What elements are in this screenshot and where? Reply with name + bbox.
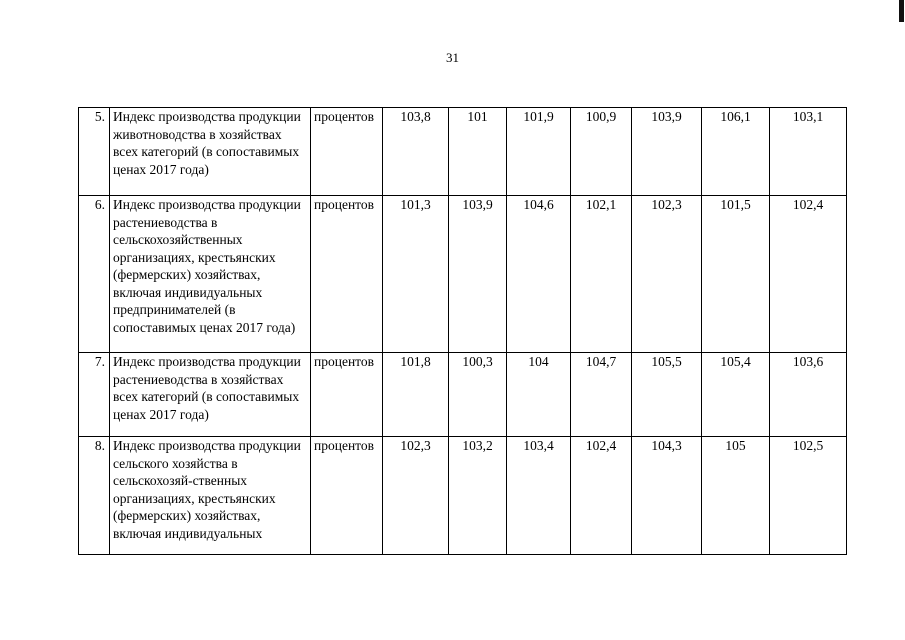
value-cell: 104 [507,353,571,437]
scan-edge-mark [899,0,904,22]
unit-cell: процентов [311,353,383,437]
value-cell: 104,3 [632,437,702,555]
indicator-name: Индекс производства продукции сельского хозяйства в сельскохозяй-ственных организациях, крестьянских (фермерских) хозяйствах, включая индивидуальных [110,437,311,555]
value-cell: 105 [702,437,770,555]
value-cell: 102,3 [632,196,702,353]
page-number: 31 [446,50,459,65]
row-number: 5. [79,108,110,196]
table-row [79,108,847,196]
value-cell: 101 [449,108,507,196]
value-cell: 103,4 [507,437,571,555]
value-cell: 101,9 [507,108,571,196]
value-cell: 105,5 [632,353,702,437]
value-cell: 101,3 [383,196,449,353]
value-cell: 103,9 [632,108,702,196]
value-cell: 104,6 [507,196,571,353]
table-row [79,196,847,353]
value-cell: 102,4 [770,196,847,353]
value-cell: 100,9 [571,108,632,196]
value-cell: 101,8 [383,353,449,437]
value-cell: 106,1 [702,108,770,196]
value-cell: 100,3 [449,353,507,437]
row-number: 7. [79,353,110,437]
indicator-name: Индекс производства продукции животноводства в хозяйствах всех категорий (в сопоставимых ценах 2017 года) [110,108,311,196]
unit-cell: процентов [311,437,383,555]
indicators-table [78,107,847,555]
value-cell: 103,1 [770,108,847,196]
value-cell: 105,4 [702,353,770,437]
value-cell: 104,7 [571,353,632,437]
row-number: 8. [79,437,110,555]
unit-cell: процентов [311,196,383,353]
table-row [79,353,847,437]
unit-cell: процентов [311,108,383,196]
value-cell: 102,1 [571,196,632,353]
value-cell: 102,4 [571,437,632,555]
value-cell: 103,2 [449,437,507,555]
value-cell: 103,6 [770,353,847,437]
value-cell: 103,9 [449,196,507,353]
indicator-name: Индекс производства продукции растениеводства в сельскохозяйственных организациях, крестьянских (фермерских) хозяйствах, включая индивидуальных предпринимателей (в сопоставимых ценах 2017 года) [110,196,311,353]
table-row [79,437,847,555]
row-number: 6. [79,196,110,353]
value-cell: 103,8 [383,108,449,196]
value-cell: 102,5 [770,437,847,555]
value-cell: 101,5 [702,196,770,353]
indicator-name: Индекс производства продукции растениеводства в хозяйствах всех категорий (в сопоставимых ценах 2017 года) [110,353,311,437]
value-cell: 102,3 [383,437,449,555]
